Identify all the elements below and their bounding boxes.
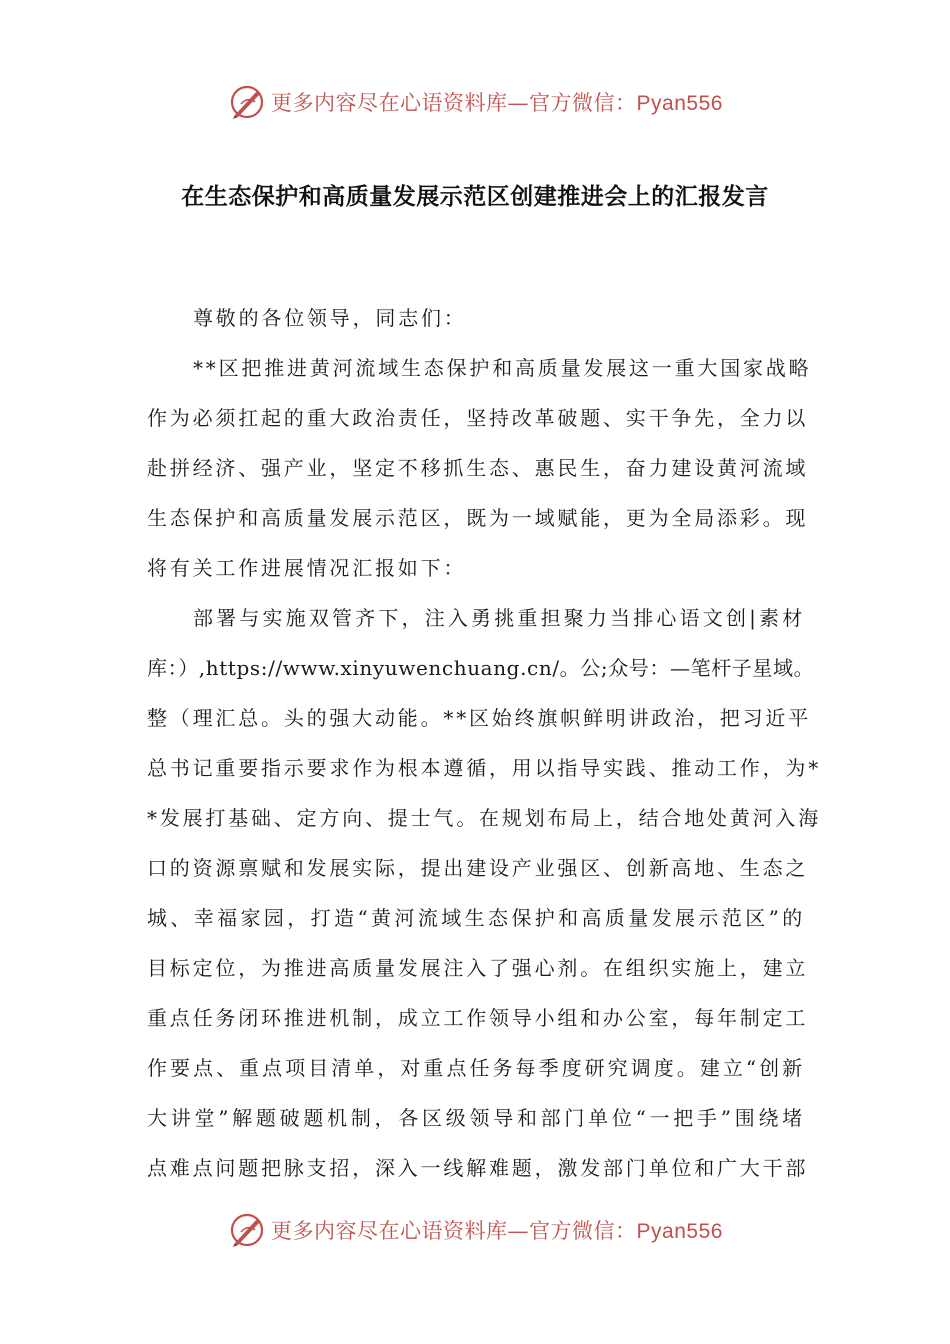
text-line: 部署与实施双管齐下，注入勇挑重担聚力当排心语文创|素材 xyxy=(193,606,805,630)
footer-watermark-banner xyxy=(0,1208,950,1252)
text-line: 作为必须扛起的重大政治责任，坚持改革破题、实干争先，全力以 xyxy=(147,406,809,430)
text-line: 整（理汇总。头的强大动能。**区始终旗帜鲜明讲政治，把习近平 xyxy=(147,706,811,730)
text-line: 总书记重要指示要求作为根本遵循，用以指导实践、推动工作，为* xyxy=(147,756,821,780)
text-line: 口的资源禀赋和发展实际，提出建设产业强区、创新高地、生态之 xyxy=(147,856,809,880)
banner-text: 更多内容尽在心语资料库—官方微信：Pyan556 xyxy=(271,91,723,115)
header-watermark-banner xyxy=(0,80,950,124)
document-body xyxy=(147,293,821,1193)
paragraph-2 xyxy=(147,593,821,1193)
banner-text: 更多内容尽在心语资料库—官方微信：Pyan556 xyxy=(271,1219,723,1243)
text-line: *发展打基础、定方向、提士气。在规划布局上，结合地处黄河入海 xyxy=(147,806,821,830)
text-line: **区把推进黄河流域生态保护和高质量发展这一重大国家战略 xyxy=(193,356,812,380)
text-line: 赴拼经济、强产业，坚定不移抓生态、惠民生，奋力建设黄河流域 xyxy=(147,456,809,480)
text-line: 重点任务闭环推进机制，成立工作领导小组和办公室，每年制定工 xyxy=(147,1006,809,1030)
greeting-line: 尊敬的各位领导，同志们： xyxy=(193,306,467,330)
pen-logo-icon xyxy=(227,82,267,122)
text-line: 库：）,https://www.xinyuwenchuang.cn/。公;众号：—笔杆子星域。 xyxy=(147,656,815,680)
pen-logo-icon xyxy=(227,1210,267,1250)
text-line: 大讲堂”解题破题机制，各区级领导和部门单位“一把手”围绕堵 xyxy=(147,1106,805,1130)
text-line: 将有关工作进展情况汇报如下： xyxy=(147,556,467,580)
document-title: 在生态保护和高质量发展示范区创建推进会上的汇报发言 xyxy=(181,184,769,210)
paragraph-1 xyxy=(147,343,812,593)
text-line: 点难点问题把脉支招，深入一线解难题，激发部门单位和广大干部 xyxy=(147,1156,809,1180)
text-line: 目标定位，为推进高质量发展注入了强心剂。在组织实施上，建立 xyxy=(147,956,809,980)
text-line: 作要点、重点项目清单，对重点任务每季度研究调度。建立“创新 xyxy=(147,1056,805,1080)
text-line: 生态保护和高质量发展示范区，既为一域赋能，更为全局添彩。现 xyxy=(147,506,809,530)
wechat-id: Pyan556 xyxy=(636,1220,723,1243)
wechat-id: Pyan556 xyxy=(636,92,723,115)
text-line: 城、幸福家园，打造“黄河流域生态保护和高质量发展示范区”的 xyxy=(147,906,805,930)
